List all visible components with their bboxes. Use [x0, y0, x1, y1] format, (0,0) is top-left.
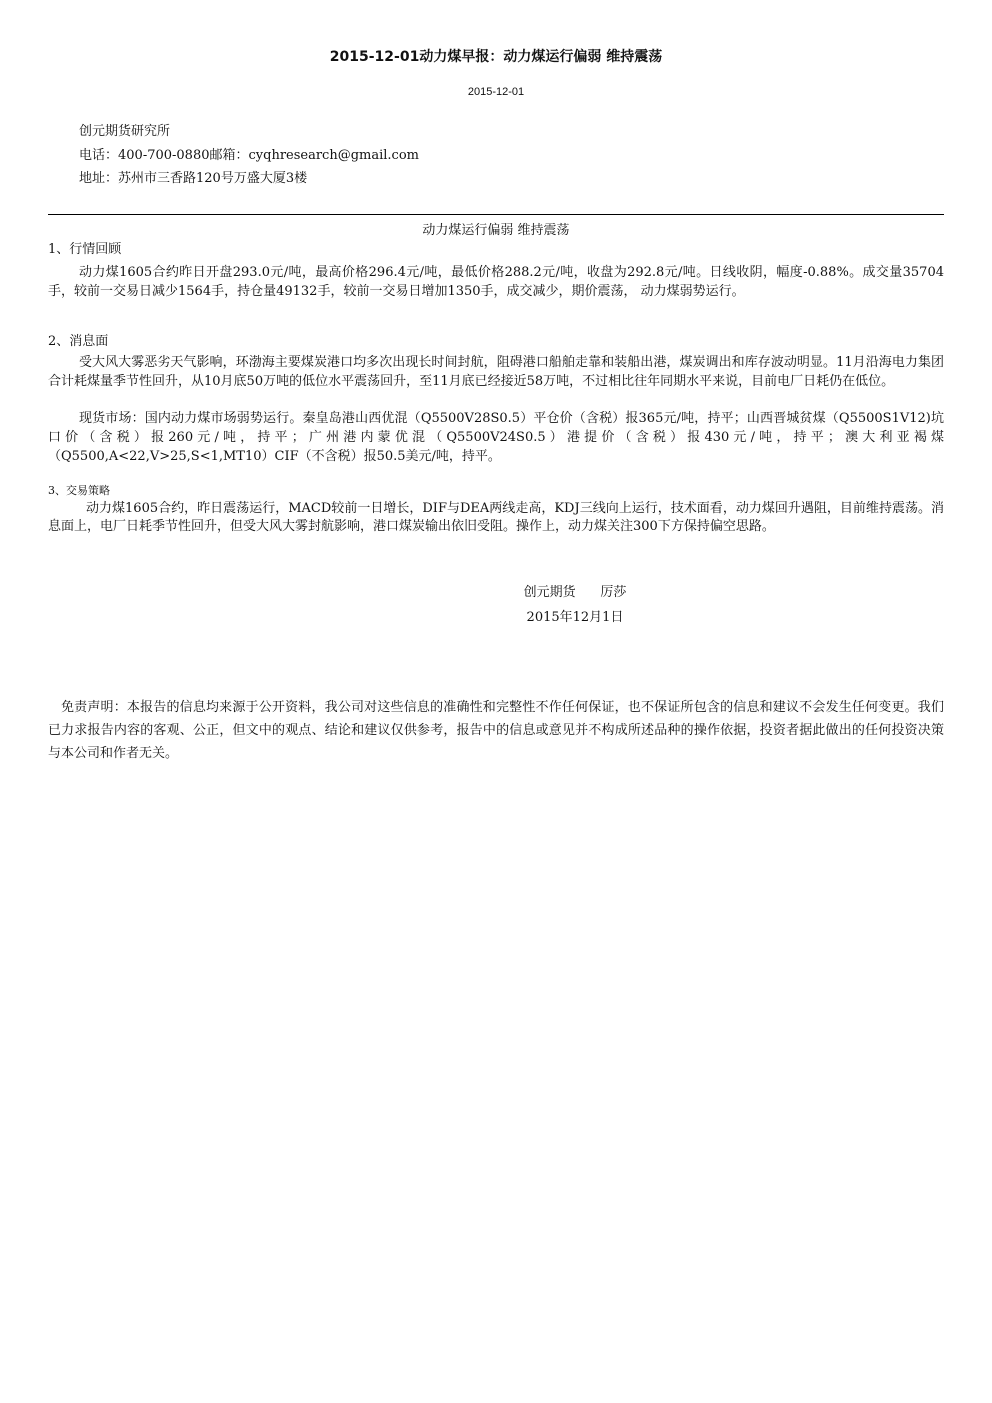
section-para-market-review: 动力煤1605合约昨日开盘293.0元/吨，最高价格296.4元/吨，最低价格288.2元/吨，收盘为292.8元/吨。日线收阴，幅度-0.88%。成交量35704手，较前一交易日减少1564手，持仓量49132手，较前一交易日增加1350手，成交减少，期价震荡， 动力煤弱势运行。: [48, 265, 944, 299]
org-address: 地址：苏州市三香路120号万盛大厦3楼: [79, 171, 308, 186]
report-date: 2015-12-01: [467, 86, 525, 98]
section-para-news: 受大风大雾恶劣天气影响，环渤海主要煤炭港口均多次出现长时间封航，阻碍港口船舶走靠和装船出港，煤炭调出和库存波动明显。11月沿海电力集团合计耗煤量季节性回升，从10月底50万吨的低位水平震荡回升，至11月底已经接近58万吨，不过相比往年同期水平来说，目前电厂日耗仍在低位。: [48, 355, 944, 389]
section-para-strategy: 动力煤1605合约，昨日震荡运行，MACD较前一日增长，DIF与DEA两线走高，KDJ三线向上运行，技术面看，动力煤回升遇阻，目前维持震荡。消息面上，电厂日耗季节性回升，但受大风大雾封航影响，港口煤炭输出依旧受阻。操作上，动力煤关注300下方保持偏空思路。: [48, 501, 944, 534]
org-name: 创元期货研究所: [79, 124, 171, 139]
report-title: 2015-12-01动力煤早报：动力煤运行偏弱 维持震荡: [329, 49, 663, 65]
section-heading-market-review: 1、行情回顾: [48, 242, 122, 257]
header-divider: [48, 214, 944, 215]
report-subtitle: 动力煤运行偏弱 维持震荡: [422, 223, 570, 238]
disclaimer: 免责声明：本报告的信息均来源于公开资料，我公司对这些信息的准确性和完整性不作任何保证，也不保证所包含的信息和建议不会发生任何变更。我们已力求报告内容的客观、公正，但文中的观点、结论和建议仅供参考，报告中的信息或意见并不构成所述品种的操作依据，投资者据此做出的任何投资决策与本公司和作者无关。: [48, 700, 944, 761]
section-heading-news: 2、消息面: [48, 334, 109, 349]
signature-author: 创元期货 厉莎: [523, 585, 627, 600]
org-contact: 电话：400-700-0880邮箱：cyqhresearch@gmail.com: [79, 148, 419, 163]
signature-date: 2015年12月1日: [526, 610, 624, 625]
section-heading-strategy: 3、交易策略: [48, 484, 110, 497]
section-para-spot-market: 现货市场：国内动力煤市场弱势运行。秦皇岛港山西优混（Q5500V28S0.5）平仓价（含税）报365元/吨，持平；山西晋城贫煤（Q5500S1V12)坑口价（含税）报260元/吨，持平；广州港内蒙优混（Q5500V24S0.5）港提价（含税）报430元/吨，持平；澳大利亚褐煤（Q5500,A<22,V>25,S<1,MT10）CIF（不含税）报50.5美元/吨，持平。: [48, 411, 944, 464]
